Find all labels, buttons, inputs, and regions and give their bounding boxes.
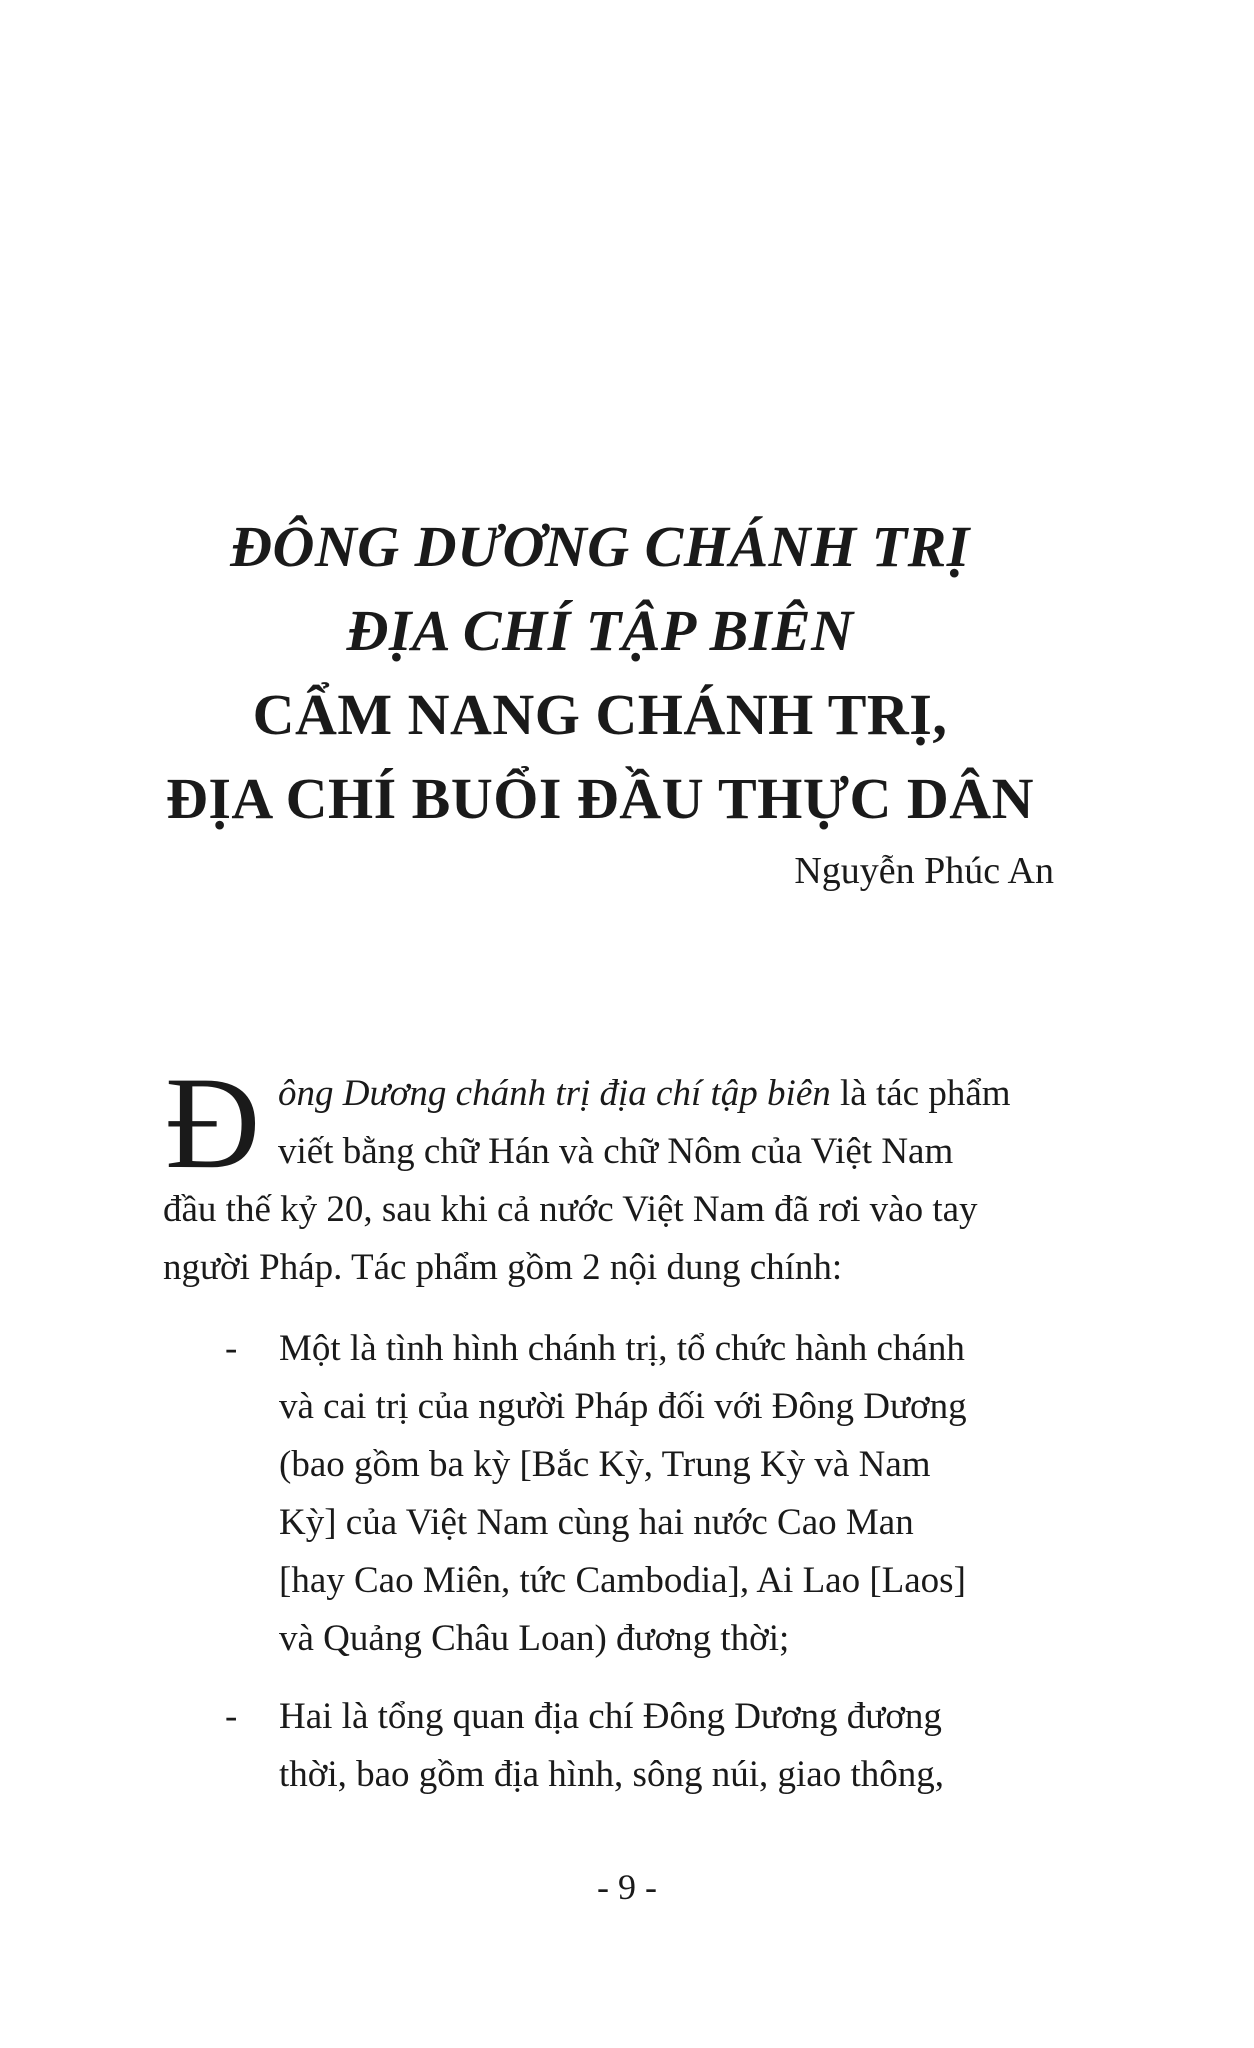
- title-line-4: ĐỊA CHÍ BUỔI ĐẦU THỰC DÂN: [165, 766, 1035, 831]
- book-title-italic: ông Dương chánh trị địa chí tập biên: [278, 1073, 831, 1114]
- author-name: Nguyễn Phúc An: [794, 850, 1054, 892]
- chapter-title: [150, 505, 1050, 841]
- title-line-2: ĐỊA CHÍ TẬP BIÊN: [346, 598, 854, 663]
- bullet-2-line-2: thời, bao gồm địa hình, sông núi, giao thông,: [279, 1754, 944, 1795]
- bullet-1-line-5: [hay Cao Miên, tức Cambodia], Ai Lao [Laos]: [279, 1560, 966, 1601]
- title-line-1: ĐÔNG DƯƠNG CHÁNH TRỊ: [230, 514, 970, 579]
- bullet-1-line-6: và Quảng Châu Loan) đương thời;: [279, 1618, 790, 1659]
- drop-cap-row: [163, 1049, 1056, 1196]
- bullet-dash: -: [225, 1696, 238, 1737]
- drop-cap: Đ: [165, 1049, 261, 1196]
- intro-line-1-rest: là tác phẩm: [830, 1073, 1011, 1114]
- intro-line-2: viết bằng chữ Hán và chữ Nôm của Việt Nam: [278, 1131, 954, 1172]
- content-bullet-list: [163, 1320, 1056, 1824]
- intro-line-3: đầu thế kỷ 20, sau khi cả nước Việt Nam đã rơi vào tay: [163, 1189, 978, 1230]
- intro-line-1: [278, 1065, 1056, 1123]
- bullet-item-1: [163, 1320, 1056, 1668]
- bullet-item-2: [163, 1688, 1056, 1804]
- bullet-1-line-3: (bao gồm ba kỳ [Bắc Kỳ, Trung Kỳ và Nam: [279, 1444, 931, 1485]
- bullet-1-line-4: Kỳ] của Việt Nam cùng hai nước Cao Man: [279, 1502, 914, 1543]
- page-number: - 9 -: [597, 1867, 657, 1907]
- bullet-dash: -: [225, 1328, 238, 1369]
- bullet-1-line-1: Một là tình hình chánh trị, tổ chức hành chánh: [279, 1328, 965, 1369]
- intro-line-4: người Pháp. Tác phẩm gồm 2 nội dung chính:: [163, 1247, 843, 1288]
- bullet-1-line-2: và cai trị của người Pháp đối với Đông Dương: [279, 1386, 967, 1427]
- intro-paragraph: [163, 1049, 1056, 1297]
- title-line-3: CẨM NANG CHÁNH TRỊ,: [252, 682, 948, 747]
- bullet-2-line-1: Hai là tổng quan địa chí Đông Dương đương: [279, 1696, 942, 1737]
